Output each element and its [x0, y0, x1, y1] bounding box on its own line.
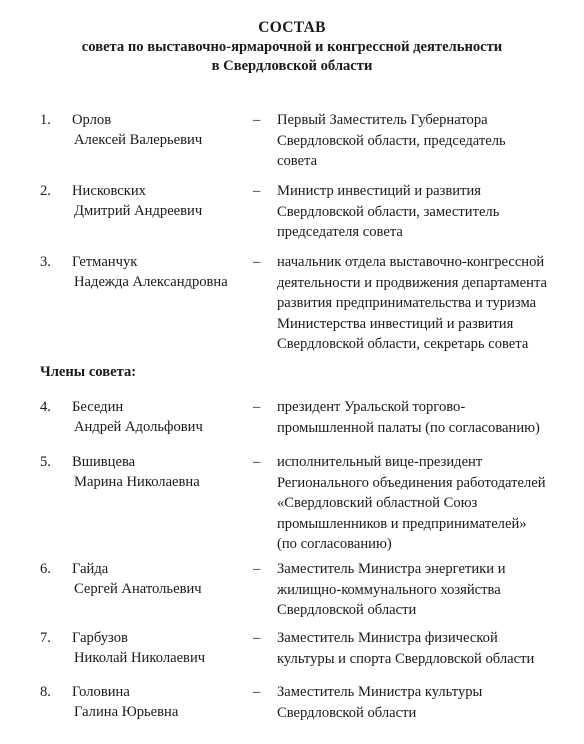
document-subtitle-line-1: совета по выставочно-ярмарочной и конгрессной деятельности [81, 39, 503, 55]
member-given-names: Сергей Анатольевич [74, 581, 202, 597]
entry-dash: – [253, 183, 261, 199]
entry-dash: – [253, 254, 261, 270]
position-line: Заместитель Министра культуры [277, 684, 483, 700]
position-line: промышленников и предпринимателей» [277, 515, 527, 532]
member-surname: Беседин [72, 399, 124, 415]
entry-number: 2. [40, 183, 51, 199]
member-position [277, 559, 577, 621]
member-position [277, 181, 577, 243]
member-given-names: Марина Николаевна [74, 474, 200, 490]
entry-number: 5. [40, 454, 51, 470]
entry-number: 7. [40, 630, 51, 646]
member-given-names: Надежда Александровна [74, 274, 228, 290]
entry-dash: – [253, 112, 261, 128]
position-line: Министр инвестиций и развития [277, 183, 481, 199]
member-given-names: Николай Николаевич [74, 650, 206, 666]
member-name [72, 252, 228, 292]
position-line: президент Уральской торгово- [277, 399, 466, 415]
member-given-names: Галина Юрьевна [74, 704, 179, 720]
position-line: Свердловской области [277, 602, 417, 618]
member-position [277, 252, 577, 355]
member-name [72, 181, 202, 221]
member-position [277, 682, 577, 723]
position-line: развития предпринимательства и туризма [277, 295, 537, 311]
member-surname: Гетманчук [72, 254, 138, 270]
position-line: Свердловской области, председатель [277, 132, 506, 149]
entry-dash: – [253, 399, 261, 415]
position-line: деятельности и продвижения департамента [277, 274, 547, 291]
position-line: Свердловской области, заместитель [277, 203, 500, 220]
member-name [72, 397, 203, 437]
position-line: Заместитель Министра физической [277, 630, 498, 646]
member-name [72, 559, 202, 599]
member-surname: Головина [72, 684, 130, 700]
member-name [72, 682, 178, 722]
member-given-names: Андрей Адольфович [74, 419, 203, 435]
entry-number: 1. [40, 112, 51, 128]
position-line: (по согласованию) [277, 536, 392, 552]
position-line: «Свердловский областной Союз [277, 495, 478, 511]
member-given-names: Алексей Валерьевич [74, 132, 203, 148]
members-heading: Члены совета: [40, 364, 137, 380]
member-surname: Вшивцева [72, 454, 136, 470]
entry-dash: – [253, 684, 261, 700]
member-surname: Гарбузов [72, 630, 128, 646]
member-name [72, 452, 200, 492]
entry-number: 6. [40, 561, 51, 577]
member-given-names: Дмитрий Андреевич [74, 203, 203, 219]
position-line: культуры и спорта Свердловской области [277, 650, 535, 667]
entry-number: 3. [40, 254, 51, 270]
position-line: начальник отдела выставочно-конгрессной [277, 254, 545, 270]
position-line: совета [277, 153, 318, 169]
entry-dash: – [253, 630, 261, 646]
position-line: Министерства инвестиций и развития [277, 315, 514, 332]
document-title: СОСТАВ [258, 19, 326, 36]
position-line: промышленной палаты (по согласованию) [277, 419, 540, 436]
position-line: Первый Заместитель Губернатора [277, 112, 488, 128]
entry-dash: – [253, 561, 261, 577]
member-name [72, 628, 205, 668]
entry-number: 4. [40, 399, 51, 415]
member-surname: Гайда [72, 561, 109, 577]
position-line: жилищно-коммунального хозяйства [277, 581, 501, 598]
entry-number: 8. [40, 684, 51, 700]
entry-dash: – [253, 454, 261, 470]
member-position [277, 397, 577, 438]
position-line: исполнительный вице-президент [277, 454, 483, 470]
position-line: Заместитель Министра энергетики и [277, 561, 506, 577]
member-surname: Орлов [72, 112, 112, 128]
position-line: Свердловской области, секретарь совета [277, 336, 529, 352]
member-surname: Нисковских [72, 183, 146, 199]
document-subtitle-line-2: в Свердловской области [211, 58, 373, 74]
member-position [277, 110, 577, 172]
member-position [277, 628, 577, 669]
member-name [72, 110, 202, 150]
position-line: Свердловской области [277, 704, 417, 721]
member-position [277, 452, 577, 555]
position-line: Регионального объединения работодателей [277, 474, 546, 491]
position-line: председателя совета [277, 224, 403, 240]
